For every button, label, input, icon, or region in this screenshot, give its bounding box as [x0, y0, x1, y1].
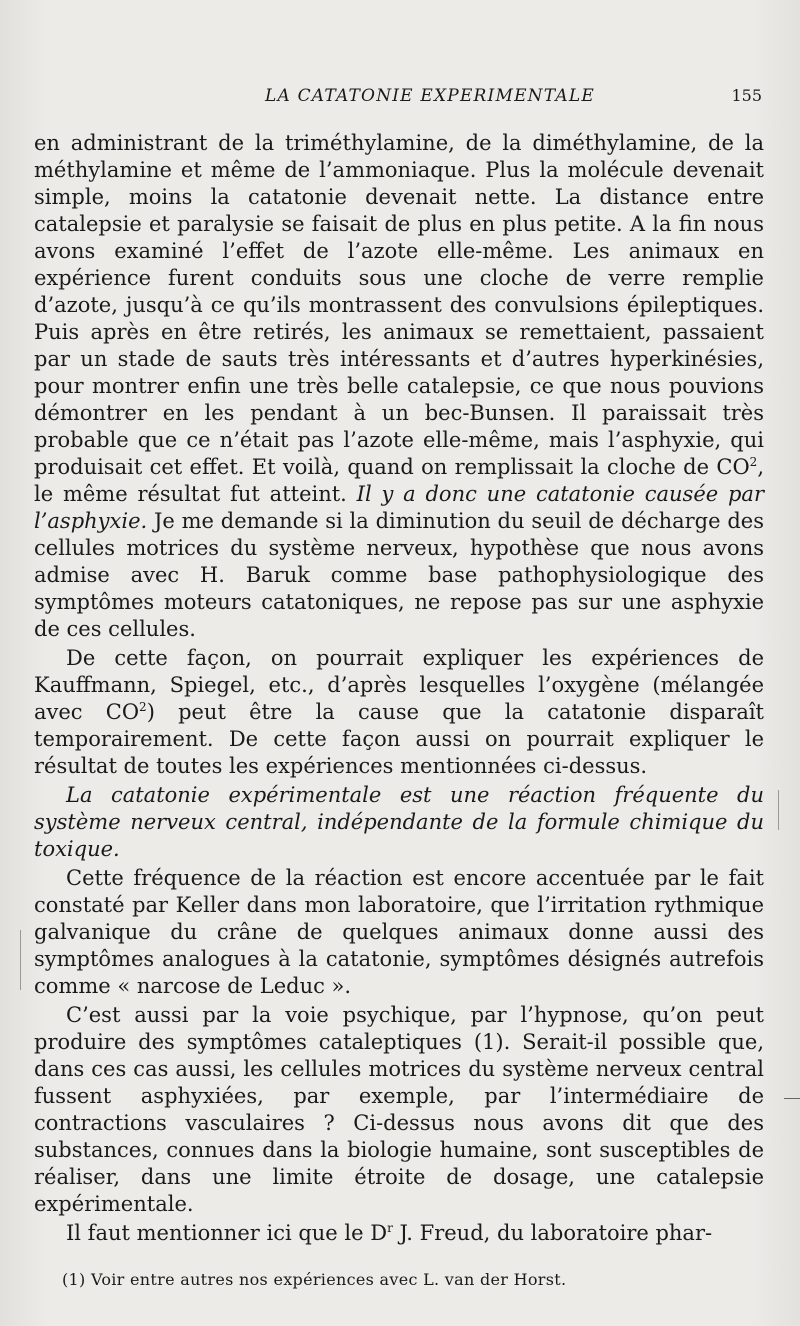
running-head [36, 86, 764, 114]
superscript: 2 [139, 700, 147, 714]
text-run: , le même résultat fut atteint. [34, 455, 764, 506]
body-text [34, 130, 764, 1247]
text-run: J. Freud, du laboratoire phar- [392, 1221, 713, 1245]
paragraph [34, 782, 764, 863]
italic-text: Il y a donc une catatonie causée par l’asphyxie. [34, 482, 764, 533]
margin-mark [20, 930, 21, 990]
superscript: 2 [749, 455, 758, 469]
margin-mark [784, 1098, 800, 1099]
italic-text: La catatonie expérimentale est une réaction fréquente du système nerveux central, indépendante de la formule chimique du toxique. [34, 783, 764, 861]
text-run: C’est aussi par la voie psychique, par l’hypnose, qu’on peut produire des symptômes cataleptiques (1). Serait-il possible que, dans ces cas aussi, les cellules motrices du système nerveux central fussent asphyxiées, par exemple, par l’intermédiaire de contractions vasculaires ? Ci-dessus nous avons dit que des substances, connues dans la biologie humaine, sont susceptibles de réaliser, dans une limite étroite de dosage, une catalepsie expérimentale. [34, 1003, 764, 1216]
text-run: ) peut être la cause que la catatonie disparaît temporairement. De cette façon aussi on pourrait expliquer le résultat de toutes les expériences mentionnées ci-dessus. [34, 700, 764, 778]
paragraph [34, 865, 764, 1000]
running-title: LA CATATONIE EXPERIMENTALE [265, 86, 595, 106]
paragraph [34, 645, 764, 780]
margin-mark [778, 790, 779, 830]
text-run: en administrant de la triméthylamine, de la diméthylamine, de la méthylamine et même de l’ammoniaque. Plus la molécule devenait simple, moins la catatonie devenait nette. La distance entre catalepsie et paralysie se faisait de plus en plus petite. A la fin nous avons examiné l’effet de l’azote elle-même. Les animaux en expérience furent conduits sous une cloche de verre remplie d’azote, jusqu’à ce qu’ils montrassent des convulsions épileptiques. Puis après en être retirés, les animaux se remettaient, passaient par un stade de sauts très intéressants et d’autres hyperkinésies, pour montrer enfin une très belle catalepsie, ce que nous pouvions démontrer en les pendant à un bec-Bunsen. Il paraissait très probable que ce n’était pas l’azote elle-même, mais l’asphyxie, qui produisait cet effet. Et voilà, quand on remplissait la cloche de CO [34, 131, 764, 479]
text-run: Cette fréquence de la réaction est encore accentuée par le fait constaté par Keller dans mon laboratoire, que l’irritation rythmique galvanique du crâne de quelques animaux donne aussi des symptômes analogues à la catatonie, symptômes désignés autrefois comme « narcose de Leduc ». [34, 866, 764, 998]
superscript: r [387, 1221, 393, 1235]
text-run: Je me demande si la diminution du seuil de décharge des cellules motrices du système nerveux, hypothèse que nous avons admise avec H. Baruk comme base pathophysiologique des symptômes moteurs catatoniques, ne repose pas sur une asphyxie de ces cellules. [34, 509, 764, 641]
paragraph [34, 130, 764, 643]
text-run: De cette façon, on pourrait expliquer les expériences de Kauffmann, Spiegel, etc., d’après lesquelles l’oxygène (mélangée avec CO [34, 646, 764, 724]
paragraph [34, 1002, 764, 1218]
page-number: 155 [731, 86, 762, 105]
text-run: Il faut mentionner ici que le D [66, 1221, 388, 1245]
paragraph [34, 1220, 764, 1247]
footnote: (1) Voir entre autres nos expériences avec L. van der Horst. [62, 1270, 567, 1289]
